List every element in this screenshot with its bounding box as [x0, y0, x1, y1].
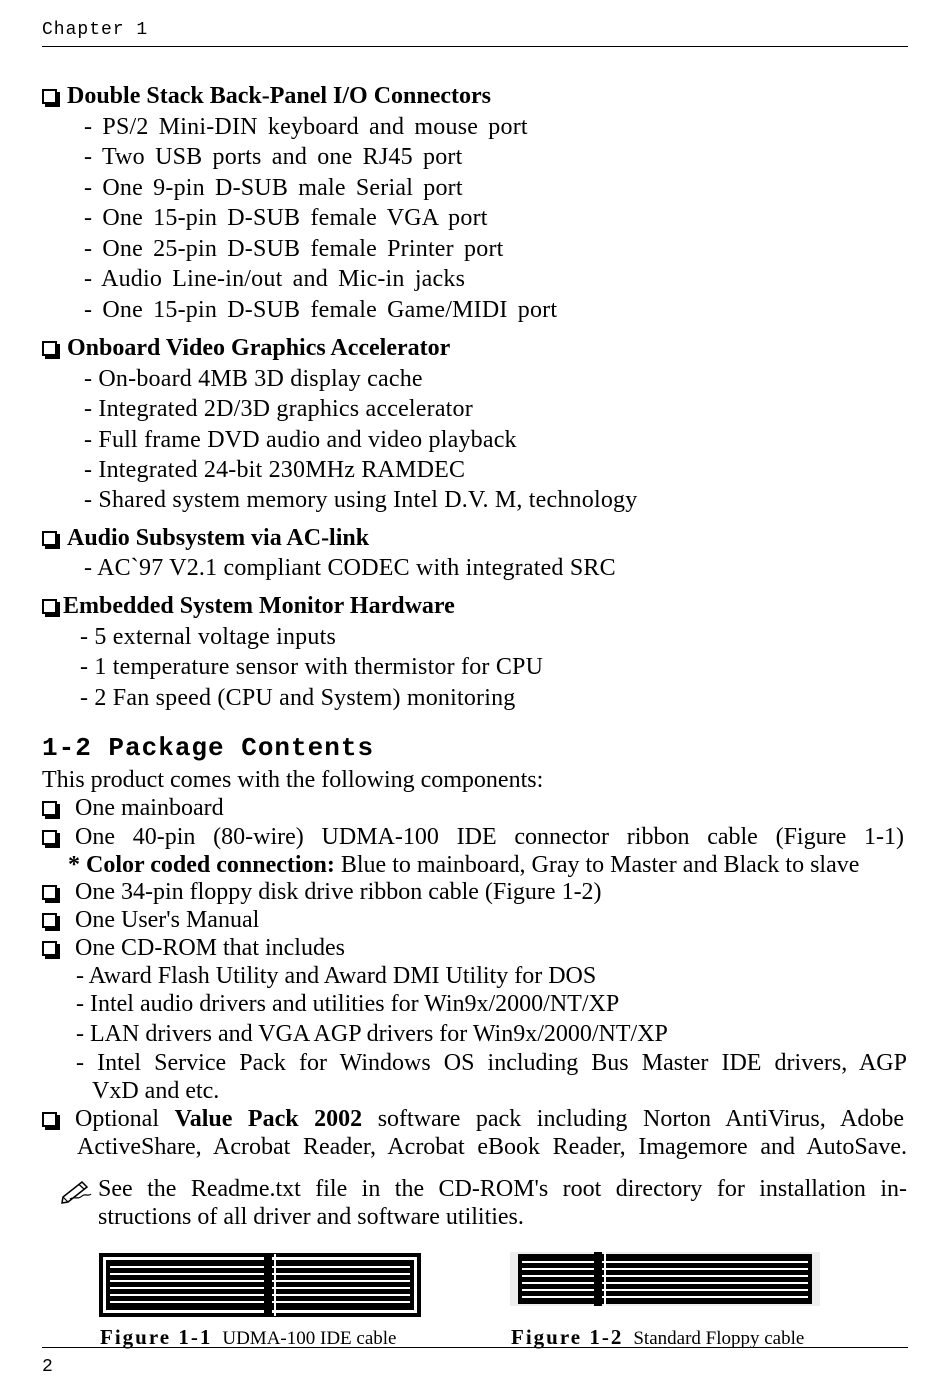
- note-text-continued: structions of all driver and software utilities.: [98, 1204, 524, 1230]
- package-item: One CD-ROM that includes: [42, 935, 345, 962]
- chapter-header: Chapter 1: [42, 20, 149, 40]
- list-item: - One 15-pin D-SUB female Game/MIDI port: [84, 297, 558, 323]
- checkbox-icon: [42, 599, 57, 614]
- checkbox-icon: [42, 801, 57, 816]
- header-rule: [42, 46, 908, 47]
- figure-caption: Figure 1-2 Standard Floppy cable: [511, 1325, 805, 1349]
- figure-caption: Figure 1-1 UDMA-100 IDE cable: [100, 1325, 397, 1349]
- list-item: - 2 Fan speed (CPU and System) monitoring: [80, 685, 516, 711]
- feature-title-video: Onboard Video Graphics Accelerator: [42, 335, 450, 362]
- list-item: - Integrated 2D/3D graphics accelerator: [84, 396, 473, 422]
- page-number: 2: [42, 1357, 53, 1377]
- package-item: One 40-pin (80-wire) UDMA-100 IDE connector ribbon cable (Figure 1-1): [42, 824, 908, 851]
- section-heading: 1-2 Package Contents: [42, 733, 375, 763]
- list-item: - Intel Service Pack for Windows OS including Bus Master IDE drivers, AGP: [76, 1050, 907, 1076]
- checkbox-icon: [42, 1112, 57, 1127]
- package-item: One mainboard: [42, 795, 224, 822]
- list-item: - AC`97 V2.1 compliant CODEC with integrated SRC: [84, 555, 616, 581]
- list-item: - One 15-pin D-SUB female VGA port: [84, 205, 488, 231]
- color-note: * Color coded connection: Blue to mainboard, Gray to Master and Black to slave: [68, 852, 860, 878]
- list-item: - Two USB ports and one RJ45 port: [84, 144, 463, 170]
- footer-rule: [42, 1347, 908, 1348]
- feature-title-audio: Audio Subsystem via AC-link: [42, 525, 369, 552]
- checkbox-icon: [42, 830, 57, 845]
- checkbox-icon: [42, 913, 57, 928]
- checkbox-icon: [42, 341, 57, 356]
- list-item: - Audio Line-in/out and Mic-in jacks: [84, 266, 466, 292]
- checkbox-icon: [42, 531, 57, 546]
- list-item: - LAN drivers and VGA AGP drivers for Win9x/2000/NT/XP: [76, 1021, 668, 1047]
- list-item: - One 25-pin D-SUB female Printer port: [84, 236, 504, 262]
- list-item: - Intel audio drivers and utilities for Win9x/2000/NT/XP: [76, 991, 620, 1017]
- checkbox-icon: [42, 89, 57, 104]
- package-item: One User's Manual: [42, 907, 259, 934]
- ide-cable-illustration: [98, 1252, 422, 1318]
- package-item-continued: ActiveShare, Acrobat Reader, Acrobat eBook Reader, Imagemore and AutoSave.: [77, 1134, 907, 1160]
- checkbox-icon: [42, 885, 57, 900]
- list-item: - On-board 4MB 3D display cache: [84, 366, 423, 392]
- list-item: - PS/2 Mini-DIN keyboard and mouse port: [84, 114, 528, 140]
- list-item: - Integrated 24-bit 230MHz RAMDEC: [84, 457, 466, 483]
- feature-title-io: Double Stack Back-Panel I/O Connectors: [42, 83, 491, 110]
- list-item: - Shared system memory using Intel D.V. M, technology: [84, 487, 638, 513]
- checkbox-icon: [42, 941, 57, 956]
- package-intro: This product comes with the following components:: [42, 767, 544, 793]
- list-item: - Award Flash Utility and Award DMI Utility for DOS: [76, 963, 597, 989]
- package-item: Optional Value Pack 2002 software pack including Norton AntiVirus, Adobe: [42, 1106, 908, 1133]
- list-item: - Full frame DVD audio and video playback: [84, 427, 517, 453]
- list-item: - 1 temperature sensor with thermistor for CPU: [80, 654, 544, 680]
- floppy-cable-illustration: [510, 1252, 820, 1306]
- list-item: - 5 external voltage inputs: [80, 624, 336, 650]
- note-text: See the Readme.txt file in the CD-ROM's root directory for installation in-: [98, 1176, 907, 1202]
- feature-title-monitor: Embedded System Monitor Hardware: [42, 593, 455, 620]
- pencil-note-icon: [60, 1178, 92, 1204]
- package-item: One 34-pin floppy disk drive ribbon cable (Figure 1-2): [42, 879, 602, 906]
- list-item: - One 9-pin D-SUB male Serial port: [84, 175, 463, 201]
- list-item: VxD and etc.: [92, 1078, 220, 1104]
